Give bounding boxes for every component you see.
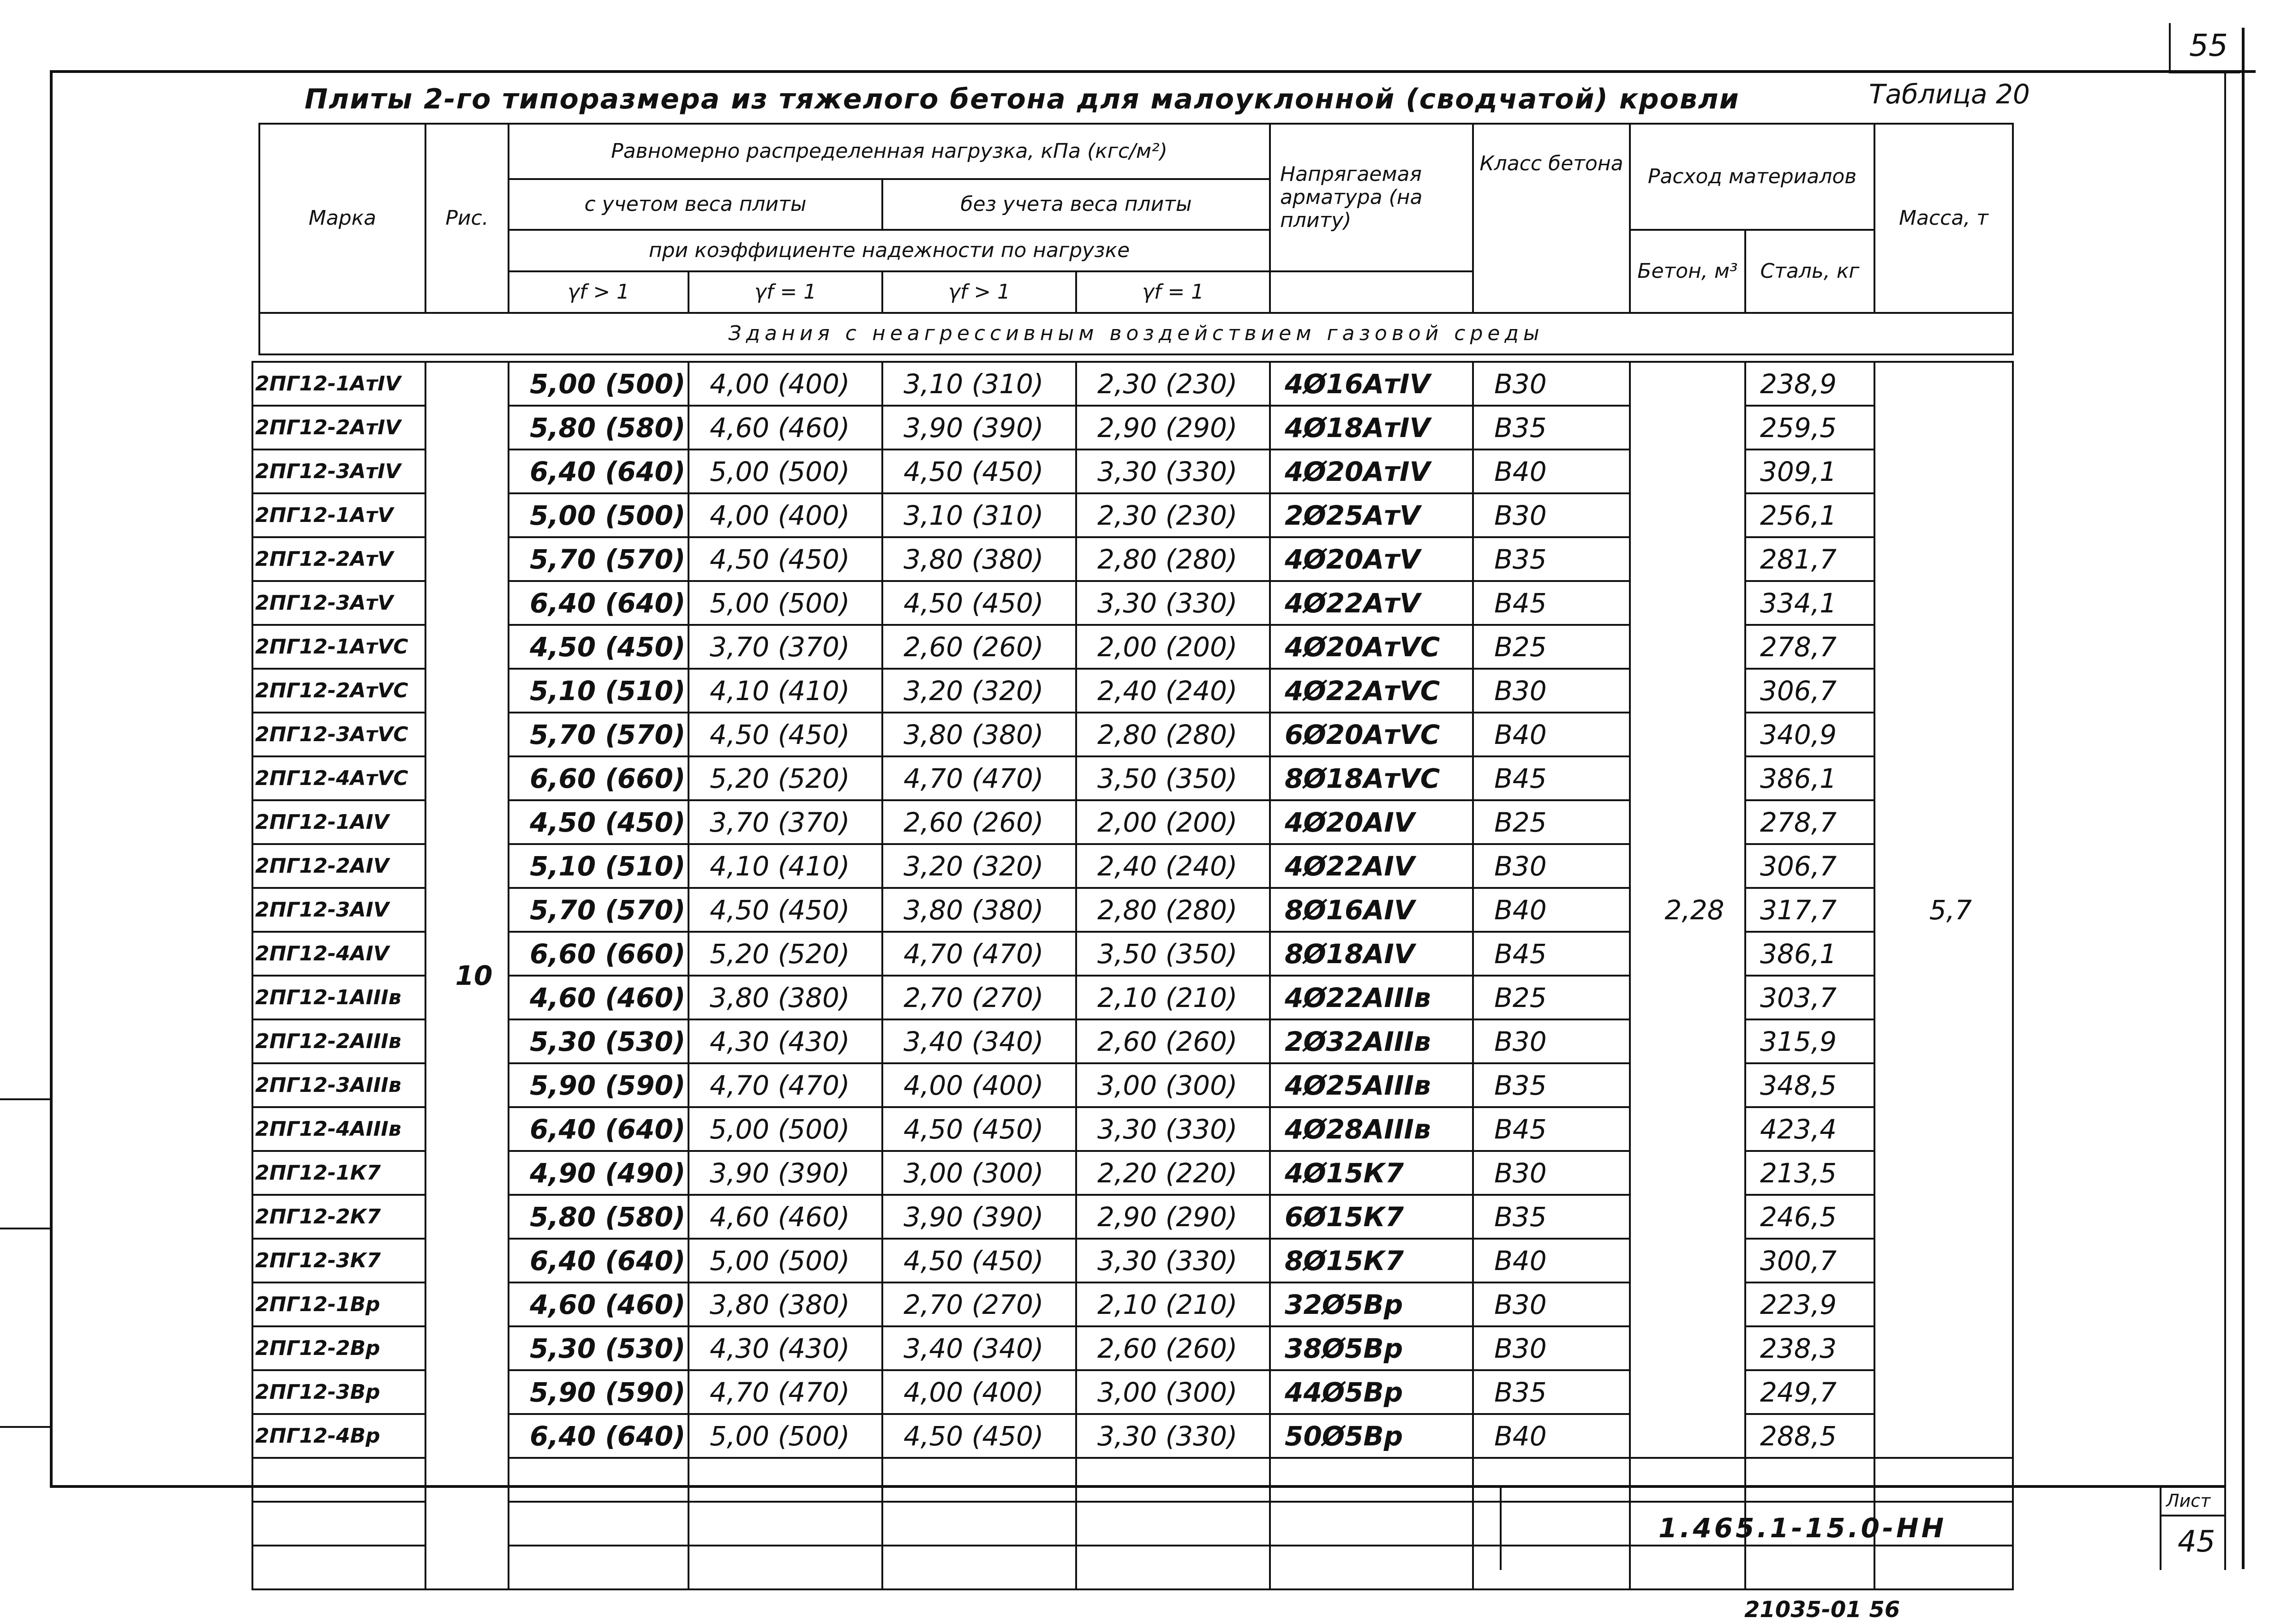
table-row — [252, 537, 2013, 581]
table-row — [252, 1414, 2013, 1458]
load-with-gt1: 5,00 (500) — [509, 362, 688, 406]
row-mark: 2ПГ12-1АIV — [252, 800, 425, 844]
row-mark: 2ПГ12-2АIV — [252, 844, 425, 888]
rebar-value: 4Ø28AIIIв — [1270, 1107, 1473, 1151]
load-without-eq1: 2,90 (290) — [1076, 1195, 1270, 1239]
steel-value: 256,1 — [1745, 493, 1874, 537]
empty-cell — [1270, 1458, 1473, 1502]
steel-value: 238,3 — [1745, 1326, 1874, 1370]
gamma-gt1-a: γf > 1 — [509, 271, 688, 313]
table-row — [252, 669, 2013, 713]
ris-value: 10 — [425, 362, 509, 1589]
load-without-eq1: 2,00 (200) — [1076, 800, 1270, 844]
row-mark: 2ПГ12-4АIV — [252, 932, 425, 976]
table-row — [252, 1239, 2013, 1282]
steel-value: 348,5 — [1745, 1063, 1874, 1107]
page-title: Плиты 2-го типоразмера из тяжелого бетона для малоуклонной (сводчатой) кровли — [305, 83, 1740, 115]
table-row — [252, 581, 2013, 625]
steel-value: 223,9 — [1745, 1282, 1874, 1326]
load-with-eq1: 5,20 (520) — [688, 932, 882, 976]
row-mark: 2ПГ12-3АтV — [252, 581, 425, 625]
load-without-eq1: 2,30 (230) — [1076, 362, 1270, 406]
table-row — [252, 1019, 2013, 1063]
concrete-volume: 2,28 — [1630, 362, 1745, 1458]
concrete-class: B30 — [1473, 362, 1630, 406]
rebar-value: 6Ø20AтVС — [1270, 713, 1473, 756]
load-with-gt1: 4,50 (450) — [509, 625, 688, 669]
load-with-eq1: 4,30 (430) — [688, 1019, 882, 1063]
sheet-label: Лист — [2166, 1491, 2211, 1511]
row-mark: 2ПГ12-1АтVС — [252, 625, 425, 669]
table-row — [252, 1326, 2013, 1370]
load-without-gt1: 4,50 (450) — [882, 581, 1076, 625]
row-mark: 2ПГ12-4АIIIв — [252, 1107, 425, 1151]
col-marka: Марка — [259, 124, 425, 313]
table-row — [252, 888, 2013, 932]
load-with-gt1: 6,60 (660) — [509, 932, 688, 976]
load-with-eq1: 4,60 (460) — [688, 406, 882, 449]
empty-cell — [509, 1502, 688, 1546]
title-block — [1500, 1487, 2226, 1570]
table-row — [252, 406, 2013, 449]
table-row — [252, 976, 2013, 1019]
rebar-value: 6Ø15К7 — [1270, 1195, 1473, 1239]
load-with-gt1: 5,30 (530) — [509, 1326, 688, 1370]
load-without-gt1: 3,00 (300) — [882, 1151, 1076, 1195]
load-without-eq1: 3,30 (330) — [1076, 449, 1270, 493]
gamma-eq1-b: γf = 1 — [1076, 271, 1270, 313]
rebar-value: 38Ø5Вр — [1270, 1326, 1473, 1370]
rebar-blank — [1270, 271, 1473, 313]
load-with-eq1: 3,90 (390) — [688, 1151, 882, 1195]
col-with-weight: с учетом веса плиты — [509, 179, 882, 230]
concrete-class: B25 — [1473, 800, 1630, 844]
load-without-gt1: 3,10 (310) — [882, 362, 1076, 406]
load-without-eq1: 3,50 (350) — [1076, 756, 1270, 800]
margin-mark-3 — [0, 1426, 50, 1428]
col-ris: Рис. — [425, 124, 509, 313]
steel-value: 300,7 — [1745, 1239, 1874, 1282]
empty-cell — [688, 1502, 882, 1546]
table-row — [252, 625, 2013, 669]
load-with-eq1: 4,00 (400) — [688, 362, 882, 406]
load-without-eq1: 2,80 (280) — [1076, 888, 1270, 932]
load-with-gt1: 5,90 (590) — [509, 1063, 688, 1107]
load-without-eq1: 2,10 (210) — [1076, 1282, 1270, 1326]
rebar-value: 50Ø5Вр — [1270, 1414, 1473, 1458]
rebar-value: 4Ø22AтVС — [1270, 669, 1473, 713]
page-number-box — [2169, 23, 2240, 73]
rebar-value: 4Ø22AтV — [1270, 581, 1473, 625]
rebar-value: 4Ø22AIV — [1270, 844, 1473, 888]
load-with-gt1: 4,60 (460) — [509, 976, 688, 1019]
load-with-eq1: 4,30 (430) — [688, 1326, 882, 1370]
load-with-gt1: 5,90 (590) — [509, 1370, 688, 1414]
empty-cell — [688, 1458, 882, 1502]
concrete-class: B40 — [1473, 888, 1630, 932]
empty-cell — [1076, 1458, 1270, 1502]
load-without-gt1: 3,90 (390) — [882, 1195, 1076, 1239]
steel-value: 288,5 — [1745, 1414, 1874, 1458]
load-without-gt1: 4,70 (470) — [882, 756, 1076, 800]
rebar-value: 4Ø22AIIIв — [1270, 976, 1473, 1019]
row-mark: 2ПГ12-2АIIIв — [252, 1019, 425, 1063]
concrete-class: B35 — [1473, 1370, 1630, 1414]
rebar-value: 4Ø20AтIV — [1270, 449, 1473, 493]
page-number: 55 — [2189, 28, 2228, 63]
load-with-gt1: 5,70 (570) — [509, 537, 688, 581]
empty-cell — [509, 1546, 688, 1589]
load-with-eq1: 5,00 (500) — [688, 1414, 882, 1458]
steel-value: 386,1 — [1745, 756, 1874, 800]
load-without-gt1: 4,50 (450) — [882, 1414, 1076, 1458]
row-mark: 2ПГ12-2Вр — [252, 1326, 425, 1370]
load-with-gt1: 6,40 (640) — [509, 1414, 688, 1458]
concrete-class: B45 — [1473, 581, 1630, 625]
load-with-eq1: 4,70 (470) — [688, 1370, 882, 1414]
margin-mark-1 — [0, 1098, 50, 1100]
load-without-eq1: 3,30 (330) — [1076, 581, 1270, 625]
empty-cell — [1076, 1502, 1270, 1546]
load-with-gt1: 6,40 (640) — [509, 1107, 688, 1151]
col-steel: Сталь, кг — [1745, 230, 1874, 313]
load-without-gt1: 3,80 (380) — [882, 888, 1076, 932]
concrete-class: B30 — [1473, 844, 1630, 888]
empty-cell — [882, 1546, 1076, 1589]
frame-right — [2242, 28, 2245, 1569]
row-mark: 2ПГ12-2АтV — [252, 537, 425, 581]
concrete-class: B30 — [1473, 1282, 1630, 1326]
rebar-value: 4Ø25AIIIв — [1270, 1063, 1473, 1107]
empty-cell — [252, 1458, 425, 1502]
steel-value: 317,7 — [1745, 888, 1874, 932]
load-with-eq1: 5,00 (500) — [688, 1107, 882, 1151]
load-without-eq1: 3,30 (330) — [1076, 1107, 1270, 1151]
load-with-gt1: 5,70 (570) — [509, 888, 688, 932]
load-without-eq1: 2,30 (230) — [1076, 493, 1270, 537]
row-mark: 2ПГ12-2АтVС — [252, 669, 425, 713]
rebar-value: 4Ø15К7 — [1270, 1151, 1473, 1195]
gamma-gt1-b: γf > 1 — [882, 271, 1076, 313]
load-without-gt1: 4,00 (400) — [882, 1370, 1076, 1414]
table-row — [252, 756, 2013, 800]
concrete-class: B40 — [1473, 713, 1630, 756]
load-without-gt1: 3,10 (310) — [882, 493, 1076, 537]
table-row — [252, 449, 2013, 493]
table-row — [252, 1282, 2013, 1326]
row-mark: 2ПГ12-3АтIV — [252, 449, 425, 493]
load-with-gt1: 5,10 (510) — [509, 669, 688, 713]
load-without-gt1: 3,90 (390) — [882, 406, 1076, 449]
row-mark: 2ПГ12-1АтIV — [252, 362, 425, 406]
rebar-value: 4Ø18AтIV — [1270, 406, 1473, 449]
rebar-value: 2Ø25AтV — [1270, 493, 1473, 537]
steel-value: 259,5 — [1745, 406, 1874, 449]
load-without-gt1: 4,00 (400) — [882, 1063, 1076, 1107]
section-title: Здания с неагрессивным воздействием газовой среды — [259, 313, 2013, 354]
load-without-gt1: 4,50 (450) — [882, 1239, 1076, 1282]
load-with-eq1: 5,00 (500) — [688, 1239, 882, 1282]
mass-value: 5,7 — [1874, 362, 2013, 1458]
rebar-value: 4Ø20AтVС — [1270, 625, 1473, 669]
margin-mark-2 — [0, 1228, 50, 1229]
steel-value: 386,1 — [1745, 932, 1874, 976]
gamma-eq1-a: γf = 1 — [688, 271, 882, 313]
load-without-gt1: 3,40 (340) — [882, 1326, 1076, 1370]
frame-left — [50, 70, 53, 1487]
row-mark: 2ПГ12-4Вр — [252, 1414, 425, 1458]
table-row — [252, 1107, 2013, 1151]
load-without-eq1: 2,40 (240) — [1076, 669, 1270, 713]
frame-right-inner — [2224, 70, 2226, 1570]
data-table — [251, 361, 2014, 1590]
row-mark: 2ПГ12-4АтVС — [252, 756, 425, 800]
load-with-eq1: 3,70 (370) — [688, 800, 882, 844]
load-without-gt1: 4,50 (450) — [882, 1107, 1076, 1151]
load-with-eq1: 3,70 (370) — [688, 625, 882, 669]
load-with-eq1: 4,70 (470) — [688, 1063, 882, 1107]
load-with-gt1: 4,50 (450) — [509, 800, 688, 844]
load-without-gt1: 2,70 (270) — [882, 976, 1076, 1019]
steel-value: 334,1 — [1745, 581, 1874, 625]
load-with-eq1: 5,00 (500) — [688, 581, 882, 625]
load-with-gt1: 4,90 (490) — [509, 1151, 688, 1195]
load-with-eq1: 4,10 (410) — [688, 669, 882, 713]
row-mark: 2ПГ12-3К7 — [252, 1239, 425, 1282]
load-without-gt1: 3,80 (380) — [882, 713, 1076, 756]
load-with-gt1: 5,00 (500) — [509, 493, 688, 537]
steel-value: 281,7 — [1745, 537, 1874, 581]
rebar-value: 8Ø18AIV — [1270, 932, 1473, 976]
table-row — [252, 1195, 2013, 1239]
col-rebar: Напрягаемая арматура (на плиту) — [1270, 124, 1473, 271]
table-row — [252, 1370, 2013, 1414]
rebar-value: 2Ø32AIIIв — [1270, 1019, 1473, 1063]
rebar-value: 8Ø15К7 — [1270, 1239, 1473, 1282]
load-without-gt1: 3,20 (320) — [882, 844, 1076, 888]
load-without-gt1: 3,80 (380) — [882, 537, 1076, 581]
table-row — [252, 1063, 2013, 1107]
load-without-gt1: 3,40 (340) — [882, 1019, 1076, 1063]
steel-value: 306,7 — [1745, 669, 1874, 713]
table-row — [252, 362, 2013, 406]
concrete-class: B35 — [1473, 537, 1630, 581]
load-without-eq1: 3,30 (330) — [1076, 1414, 1270, 1458]
row-mark: 2ПГ12-3АIV — [252, 888, 425, 932]
row-mark: 2ПГ12-3АIIIв — [252, 1063, 425, 1107]
empty-cell — [1270, 1546, 1473, 1589]
header-table — [258, 123, 2014, 355]
sheet-box — [2160, 1487, 2226, 1570]
row-mark: 2ПГ12-3Вр — [252, 1370, 425, 1414]
concrete-class: B30 — [1473, 1151, 1630, 1195]
load-without-eq1: 3,30 (330) — [1076, 1239, 1270, 1282]
empty-cell — [1270, 1502, 1473, 1546]
load-with-gt1: 5,80 (580) — [509, 406, 688, 449]
col-reliability: при коэффициенте надежности по нагрузке — [509, 230, 1270, 271]
rebar-value: 4Ø20AIV — [1270, 800, 1473, 844]
steel-value: 306,7 — [1745, 844, 1874, 888]
load-without-eq1: 2,00 (200) — [1076, 625, 1270, 669]
load-with-eq1: 4,50 (450) — [688, 888, 882, 932]
concrete-class: B25 — [1473, 625, 1630, 669]
load-without-eq1: 2,40 (240) — [1076, 844, 1270, 888]
concrete-class: B25 — [1473, 976, 1630, 1019]
load-without-gt1: 2,60 (260) — [882, 800, 1076, 844]
table-row — [252, 493, 2013, 537]
col-mass: Масса, т — [1874, 124, 2013, 313]
load-with-gt1: 5,30 (530) — [509, 1019, 688, 1063]
load-without-eq1: 2,10 (210) — [1076, 976, 1270, 1019]
concrete-class: B40 — [1473, 449, 1630, 493]
steel-value: 278,7 — [1745, 625, 1874, 669]
empty-cell — [509, 1458, 688, 1502]
rebar-value: 8Ø18AтVС — [1270, 756, 1473, 800]
concrete-class: B35 — [1473, 406, 1630, 449]
table-row — [252, 932, 2013, 976]
col-materials: Расход материалов — [1630, 124, 1874, 230]
load-with-gt1: 6,40 (640) — [509, 449, 688, 493]
load-with-eq1: 4,50 (450) — [688, 537, 882, 581]
load-without-gt1: 4,50 (450) — [882, 449, 1076, 493]
table-label: Таблица 20 — [1869, 78, 2030, 110]
empty-cell — [882, 1458, 1076, 1502]
steel-value: 423,4 — [1745, 1107, 1874, 1151]
load-with-eq1: 3,80 (380) — [688, 1282, 882, 1326]
steel-value: 278,7 — [1745, 800, 1874, 844]
col-class: Класс бетона — [1473, 124, 1630, 313]
concrete-class: B45 — [1473, 756, 1630, 800]
load-with-gt1: 6,60 (660) — [509, 756, 688, 800]
concrete-class: B45 — [1473, 1107, 1630, 1151]
load-without-eq1: 2,90 (290) — [1076, 406, 1270, 449]
rebar-value: 8Ø16AIV — [1270, 888, 1473, 932]
load-without-eq1: 2,20 (220) — [1076, 1151, 1270, 1195]
empty-cell — [252, 1502, 425, 1546]
row-mark: 2ПГ12-1АIIIв — [252, 976, 425, 1019]
load-without-eq1: 2,60 (260) — [1076, 1019, 1270, 1063]
rebar-value: 4Ø20AтV — [1270, 537, 1473, 581]
concrete-class: B30 — [1473, 669, 1630, 713]
rebar-value: 32Ø5Вр — [1270, 1282, 1473, 1326]
load-without-gt1: 3,20 (320) — [882, 669, 1076, 713]
row-mark: 2ПГ12-1Вр — [252, 1282, 425, 1326]
load-without-gt1: 2,70 (270) — [882, 1282, 1076, 1326]
col-without-weight: без учета веса плиты — [882, 179, 1270, 230]
steel-value: 213,5 — [1745, 1151, 1874, 1195]
concrete-class: B40 — [1473, 1414, 1630, 1458]
steel-value: 303,7 — [1745, 976, 1874, 1019]
empty-cell — [882, 1502, 1076, 1546]
table-row — [252, 1151, 2013, 1195]
frame-top — [50, 70, 2256, 73]
load-with-eq1: 5,20 (520) — [688, 756, 882, 800]
concrete-class: B30 — [1473, 493, 1630, 537]
steel-value: 315,9 — [1745, 1019, 1874, 1063]
table-row — [252, 713, 2013, 756]
steel-value: 238,9 — [1745, 362, 1874, 406]
load-without-gt1: 4,70 (470) — [882, 932, 1076, 976]
load-with-eq1: 4,10 (410) — [688, 844, 882, 888]
row-mark: 2ПГ12-2К7 — [252, 1195, 425, 1239]
row-mark: 2ПГ12-1АтV — [252, 493, 425, 537]
load-with-gt1: 5,70 (570) — [509, 713, 688, 756]
load-with-eq1: 4,00 (400) — [688, 493, 882, 537]
load-with-gt1: 6,40 (640) — [509, 1239, 688, 1282]
rebar-value: 44Ø5Вр — [1270, 1370, 1473, 1414]
empty-cell — [688, 1546, 882, 1589]
steel-value: 246,5 — [1745, 1195, 1874, 1239]
empty-cell — [1076, 1546, 1270, 1589]
steel-value: 249,7 — [1745, 1370, 1874, 1414]
bottom-code: 21035-01 56 — [1744, 1597, 1900, 1623]
load-with-eq1: 4,50 (450) — [688, 713, 882, 756]
concrete-class: B30 — [1473, 1326, 1630, 1370]
empty-cell — [252, 1546, 425, 1589]
col-load-title: Равномерно распределенная нагрузка, кПа (кгс/м²) — [509, 124, 1270, 179]
doc-code: 1.465.1-15.0-НН — [1658, 1512, 1947, 1544]
load-without-eq1: 2,80 (280) — [1076, 537, 1270, 581]
load-without-eq1: 3,50 (350) — [1076, 932, 1270, 976]
sheet-number: 45 — [2178, 1525, 2215, 1559]
rebar-value: 4Ø16AтIV — [1270, 362, 1473, 406]
load-without-gt1: 2,60 (260) — [882, 625, 1076, 669]
table-body — [252, 362, 2013, 1589]
load-without-eq1: 3,00 (300) — [1076, 1063, 1270, 1107]
concrete-class: B35 — [1473, 1063, 1630, 1107]
table-row — [252, 844, 2013, 888]
col-concrete: Бетон, м³ — [1630, 230, 1745, 313]
load-with-eq1: 5,00 (500) — [688, 449, 882, 493]
row-mark: 2ПГ12-2АтIV — [252, 406, 425, 449]
steel-value: 340,9 — [1745, 713, 1874, 756]
row-mark: 2ПГ12-3АтVС — [252, 713, 425, 756]
load-with-gt1: 6,40 (640) — [509, 581, 688, 625]
concrete-class: B45 — [1473, 932, 1630, 976]
concrete-class: B30 — [1473, 1019, 1630, 1063]
concrete-class: B35 — [1473, 1195, 1630, 1239]
steel-value: 309,1 — [1745, 449, 1874, 493]
load-without-eq1: 3,00 (300) — [1076, 1370, 1270, 1414]
table-row — [252, 800, 2013, 844]
load-with-eq1: 4,60 (460) — [688, 1195, 882, 1239]
row-mark: 2ПГ12-1К7 — [252, 1151, 425, 1195]
load-without-eq1: 2,60 (260) — [1076, 1326, 1270, 1370]
load-with-gt1: 5,10 (510) — [509, 844, 688, 888]
concrete-class: B40 — [1473, 1239, 1630, 1282]
load-with-eq1: 3,80 (380) — [688, 976, 882, 1019]
load-with-gt1: 5,80 (580) — [509, 1195, 688, 1239]
load-without-eq1: 2,80 (280) — [1076, 713, 1270, 756]
load-with-gt1: 4,60 (460) — [509, 1282, 688, 1326]
